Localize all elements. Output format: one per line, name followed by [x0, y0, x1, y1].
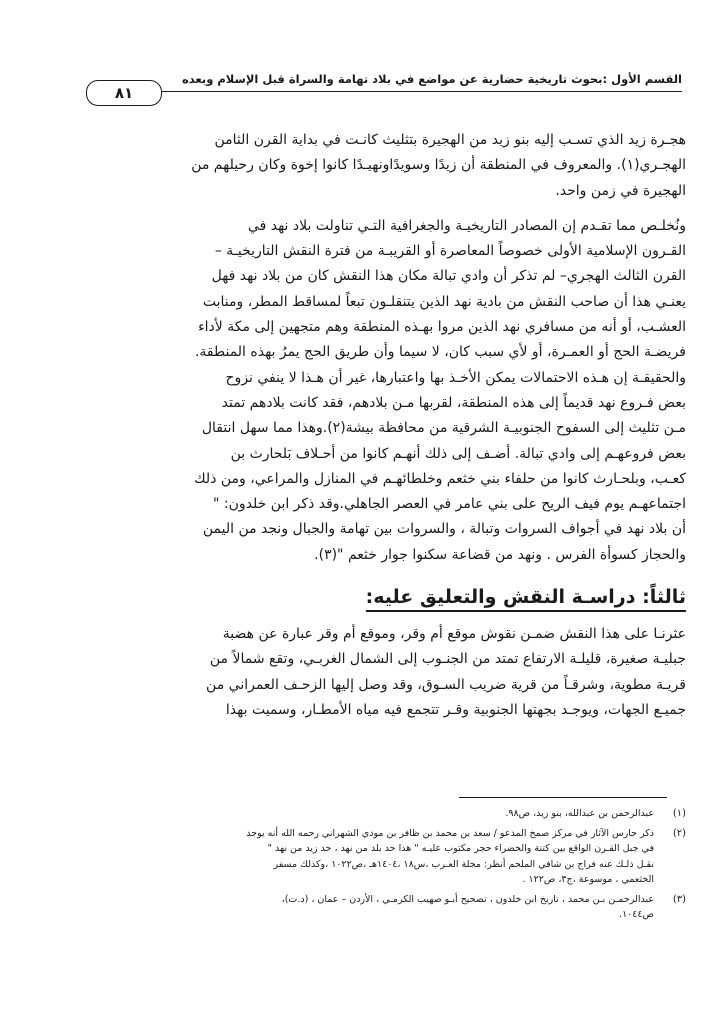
section-heading-text: ثالثاً: دراسـة النقش والتعليق عليه: — [366, 586, 686, 612]
page-number-text: ٨١ — [114, 84, 134, 102]
text-line: الهجيرة في زمن واحد. — [555, 182, 686, 199]
text-line: جميـع الجهات، ويوجـد بجهتها الجنوبية وقـر تتجمع فيه مياه الأمطـار، وسميت بهذا — [225, 701, 686, 718]
footnote-line: عبدالرحمن بن عبدالله، بنو زيد، ص٩٨. — [505, 808, 654, 819]
text-line: يعنـي هذا أن صاحب النقش من بادية نهد الذين يتنقلـون تبعاً لمساقط المطر، ومنابت — [202, 293, 686, 310]
body-text — [58, 128, 686, 723]
text-line: مـن تثليث إلى السفوح الجنوبيـة الشرقية من محافظة بيشة(٢).وهذا مما سهل انتقال — [201, 420, 686, 437]
text-line: الهجـري(١). والمعروف في المنطقة أن زيدًا وسويدًاونهيـدًا كانوا إخوة وكان رحيلهم من — [191, 157, 686, 174]
text-line: العشـب، أو أنه من مسافري نهد الذين مروا بهـذه المنطقة وهم متجهين إلى مكة لأداء — [198, 319, 686, 336]
page-number — [86, 80, 162, 106]
paragraph-1 — [58, 128, 686, 204]
footnotes — [58, 806, 686, 927]
footnote-line: ص١٠٤٤. — [619, 909, 654, 920]
text-line: القرن الثالث الهجري– لم تذكر أن وادي تبالة مكان هذا النقش كان من بلاد نهد فهل — [211, 268, 686, 285]
paragraph-2 — [58, 214, 686, 568]
text-line: عثرنـا على هذا النقش ضمـن نقوش موقع أم وقر، وموقع أم وقر عبارة عن هضبة — [222, 626, 686, 643]
text-line: اجتماعهـم يوم فيف الريح على بني عامر في العصر الجاهلي.وقد ذكر ابن خلدون: " — [213, 496, 686, 513]
footnote-line: عبدالرحمـن بـن محمد ، تاريخ ابن خلدون ، تصحيح أبـو صهيب الكرمـي ، الأردن – عمان ، (د.ت)، — [281, 893, 654, 905]
section-heading — [58, 582, 686, 612]
footnote-2 — [58, 826, 686, 888]
footnote-1 — [58, 806, 686, 822]
footnote-line: في جبل القـرن الواقع بين كتنة والخضراء حجر مكتوب عليـه " هذا حد بلد من نهد ، حد زيد من نهد " — [267, 843, 654, 854]
text-line: فريضـة الحج أو العمـرة، أو لأي سبب كان، لا سيما وأن طريق الحج يمرُ بهذه المنطقة. — [194, 344, 686, 361]
paragraph-3 — [58, 622, 686, 723]
text-line: والحجاز كسوأة الفرس . ونهد من قضاعة سكنوا جوار خثعم "(٣). — [314, 546, 686, 563]
text-line: أن بلاد نهد في أجواف السروات وتبالة ، والسروات بين تهامة والجبال ونجد من اليمن — [202, 521, 686, 538]
text-line: قريـة مطوية، وشرقـاً من قرية ضريب السـوق، وقد وصل إليها الزحـف العمراني من — [206, 676, 686, 693]
text-line: جبليـة صغيرة، قليلـة الارتفاع تمتد من الجنـوب إلى الشمال الغربـي، وتقع شمالاً من — [209, 651, 686, 668]
text-line: القـرون الإسلامية الأولى خصوصاً المعاصرة أو القريبـة من فترة النقش التاريخيـة – — [214, 243, 686, 260]
footnote-number: (٢) — [672, 827, 686, 839]
running-header — [86, 66, 682, 110]
footnote-rule — [459, 797, 667, 798]
text-line: هجـرة زيد الذي تسـب إليه بنو زيد من الهجيرة بتثليث كانـت في بداية القرن الثامن — [214, 132, 686, 148]
text-line: ونُخلـص مما تقـدم إن المصادر التاريخيـة والجغرافية التـي تناولت بلاد نهد في — [247, 217, 686, 234]
text-line: كعـب، وبلحـارث كانوا من حلفاء بني خثعم وخلطائهـم في المنازل والمراعي، ومن ذلك — [194, 470, 686, 487]
header-title: القسم الأول :بحوث تاريخية حضارية عن مواضع في بلاد تهامة والسراة قبل الإسلام وبعده — [181, 72, 682, 86]
footnote-line: الخثعمي ، موسوعة ،ج٣، ص١٢٢ . — [522, 874, 654, 885]
text-line: والحقيقـة إن هـذه الاحتمالات يمكن الأخـذ بها واعتبارها، غير أن هـذا لا ينفي نزوح — [225, 369, 686, 386]
footnote-number: (١) — [672, 808, 686, 819]
text-line: بعض فـروع نهد قديماً إلى هذه المنطقة، لقربها مـن بلادهم، فقد كانت بلادهم تمتد — [221, 394, 686, 411]
footnote-3 — [58, 892, 686, 923]
header-rule — [152, 91, 682, 92]
footnote-line: ذكر حارس الآثار في مركز صمخ المدعو / سعد بن محمد بن ظافر بن مودي الشهراني رحمه الله أنه يوجد — [246, 827, 654, 839]
footnote-number: (٣) — [672, 893, 686, 905]
text-line: بعض فروعهـم إلى وادي تبالة. أضـف إلى ذلك أنهـم كانوا من أحـلاف بَلحارث بن — [230, 445, 686, 462]
footnote-line: نقـل ذلـك عنه فراج بن شافي الملحم أنظر: مجلة العـرب ،س١٨ ،١٤٠٤هـ ،ص١٠٢٢ ،وكذلك مسفر — [273, 858, 654, 870]
